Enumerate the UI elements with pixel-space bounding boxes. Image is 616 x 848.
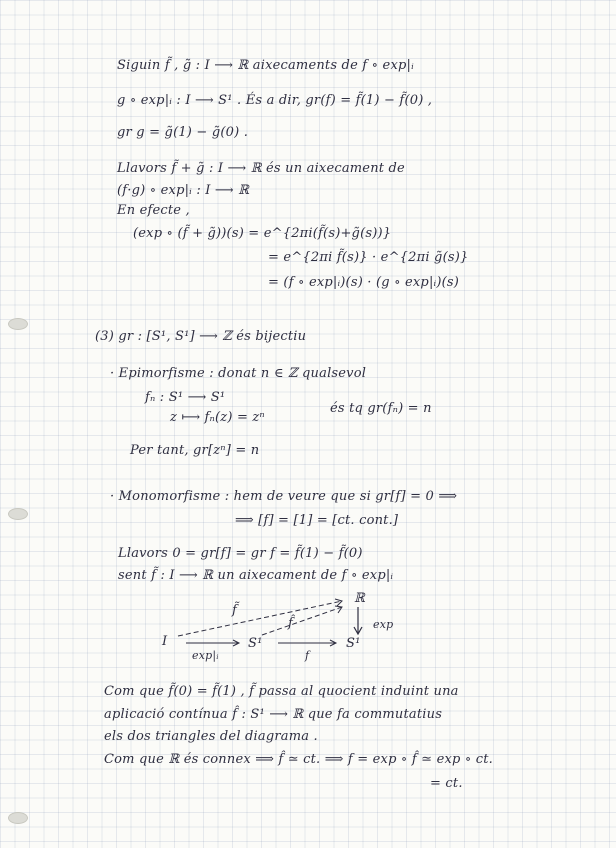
diagram-label-fhat: f̂ — [288, 616, 294, 631]
diagram-node-R: ℝ — [354, 591, 366, 606]
binder-hole — [8, 508, 28, 520]
text-line: Llavors 0 = gr[f] = gr f = f̃(1) − f̃(0) — [118, 546, 363, 561]
text-line: z ⟼ fₙ(z) = zⁿ — [170, 410, 265, 425]
text-line: Com que f̃(0) = f̃(1) , f̃ passa al quocient induint una — [104, 684, 459, 699]
binder-hole — [8, 318, 28, 330]
diagram-label-exp: exp — [373, 618, 394, 631]
text-line: g ∘ exp|ᵢ : I ⟶ S¹ . És a dir, gr(f) = f̃(1) − f̃(0) , — [117, 93, 433, 108]
text-line: En efecte , — [117, 203, 190, 218]
text-line: Com que ℝ és connex ⟹ f̂ ≃ ct. ⟹ f = exp ∘ f̂ ≃ exp ∘ ct. — [104, 752, 494, 767]
text-line: ⟹ [f] = [1] = [ct. cont.] — [235, 513, 399, 528]
text-line: els dos triangles del diagrama . — [104, 729, 318, 744]
text-line: és tq gr(fₙ) = n — [330, 401, 432, 416]
text-line: = e^{2πi f̃(s)} · e^{2πi g̃(s)} — [268, 250, 469, 265]
text-line: Llavors f̃ + g̃ : I ⟶ ℝ és un aixecament de — [117, 161, 405, 176]
text-line: gr g = g̃(1) − g̃(0) . — [117, 125, 249, 140]
diagram-label-f: f — [305, 649, 310, 662]
text-line: · Monomorfisme : hem de veure que si gr[f] = 0 ⟹ — [110, 489, 458, 504]
section-heading: (3) gr : [S¹, S¹] ⟶ ℤ és bijectiu — [95, 329, 307, 344]
diagram-label-ftilde: f̃ — [232, 603, 238, 618]
commutative-diagram — [150, 585, 410, 665]
text-line: (f·g) ∘ exp|ᵢ : I ⟶ ℝ — [117, 183, 250, 198]
text-line: · Epimorfisme : donat n ∈ ℤ qualsevol — [110, 366, 367, 381]
binder-hole — [8, 812, 28, 824]
diagram-label-exp-i: exp|ᵢ — [192, 649, 219, 662]
text-line: sent f̃ : I ⟶ ℝ un aixecament de f ∘ exp|ᵢ — [118, 568, 394, 583]
text-line: Siguin f̃ , g̃ : I ⟶ ℝ aixecaments de f ∘ exp|ᵢ — [117, 58, 414, 73]
text-line: aplicació contínua f̂ : S¹ ⟶ ℝ que fa commutatius — [104, 707, 443, 722]
text-line: = (f ∘ exp|ᵢ)(s) · (g ∘ exp|ᵢ)(s) — [268, 275, 460, 290]
diagram-node-S1-right: S¹ — [346, 636, 361, 651]
text-line: fₙ : S¹ ⟶ S¹ — [145, 390, 226, 405]
text-line: (exp ∘ (f̃ + g̃))(s) = e^{2πi(f̃(s)+g̃(s))} — [133, 226, 392, 241]
diagram-node-I: I — [162, 634, 168, 649]
text-line: Per tant, gr[zⁿ] = n — [130, 443, 260, 458]
diagram-node-S1-left: S¹ — [248, 636, 263, 651]
diagram-arrows — [150, 585, 410, 665]
text-line: = ct. — [430, 776, 463, 791]
